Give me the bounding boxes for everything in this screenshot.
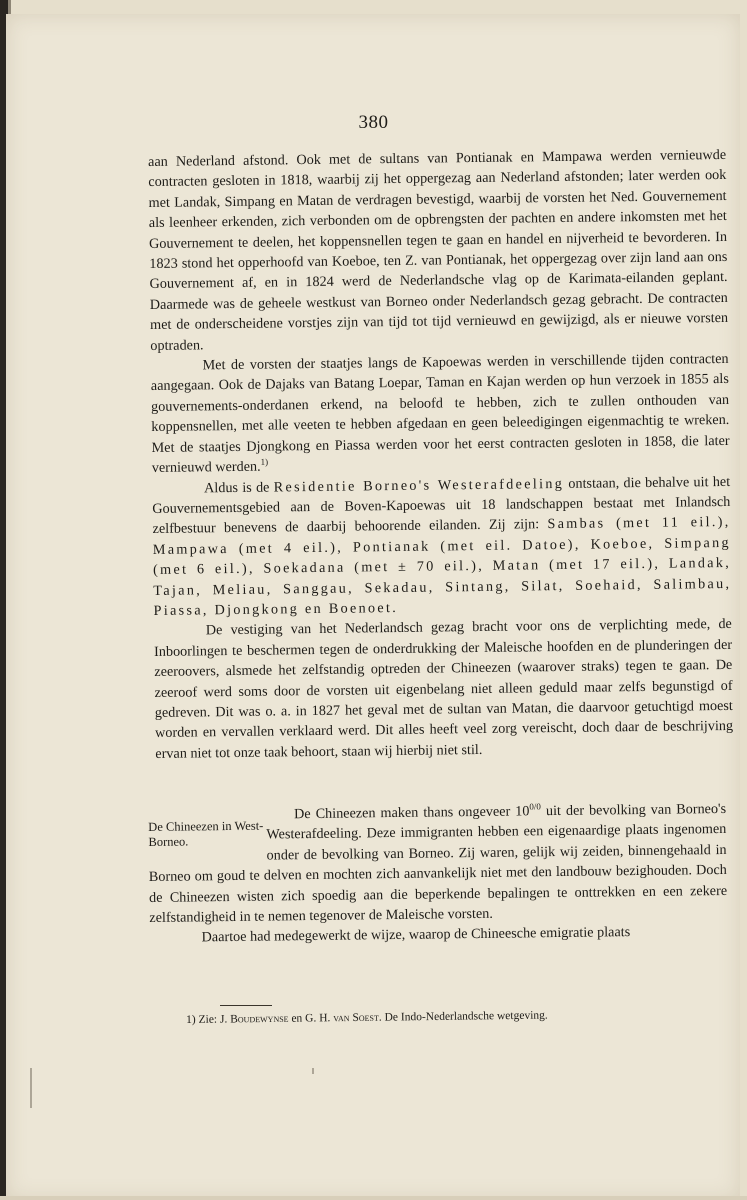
footnote-reference: 1): [260, 456, 269, 468]
footnote-number: 1): [186, 1013, 196, 1026]
footnote-rule: [220, 1005, 272, 1006]
footnote-prefix: Zie:: [198, 1013, 218, 1026]
footnote-author-1: J. Boudewynse: [219, 1012, 289, 1026]
section-paragraph-2: Daartoe had medegewerkt de wijze, waarop de Chineesche emigratie plaats: [201, 924, 631, 946]
margin-mark: [30, 1068, 32, 1108]
residentie-name: Residentie Borneo's Westerafdeeling: [273, 475, 565, 495]
scan-bottom-edge: [0, 1196, 747, 1200]
footnote-conjunction: en: [291, 1012, 303, 1025]
paragraph-3-lead: Aldus is de: [204, 479, 270, 496]
footnote-author-2: G. H. van Soest.: [305, 1011, 382, 1025]
paragraph-2: [150, 349, 729, 478]
section-side-label: De Chineezen in West-Borneo.: [148, 818, 264, 849]
main-text: [148, 145, 733, 764]
section-paragraph-1-b: uit der bevolking van Borneo's Westerafdeeling. Deze immigranten hebben een eigenaardige plaats ingenomen onder de bevolking van Borneo. Zij waren, gelijk wij zeiden, binnengehaald in Borneo om goud te delven en mochten zich aanvankelijk niet met den landbouw bezighouden. Doch de Chineezen wisten zich spoedig aan die beperkende bepalingen te onttrekken en een zekere zelfstandigheid in te nemen tegenover de Maleische vorsten.: [148, 800, 728, 927]
percent-sign: 0/0: [529, 801, 541, 812]
page-number: 380: [358, 112, 389, 133]
paragraph-1: aan Nederland afstond. Ook met de sultans van Pontianak en Mampawa werden vernieuwde contracten gesloten in 1818, waarbij zij het oppergezag aan Nederland afstonden; later werden ook met Landak, Simpang en Matan de verdragen bevestigd, waarbij de vorsten het Ned. Gouvernement als leenheer erkenden, zich verbonden om de opbrengsten der pachten en andere inkomsten met het Gouvernement te deelen, het koppensnellen tegen te gaan en handel en nijverheid te bevorderen. In 1823 stond het opperhoofd van Koeboe, ten Z. van Pontianak, het oppergezag over zijn land aan ons Gouvernement af, en in 1824 werd de Nederlandsche vlag op de Karimata-eilanden geplant. Daarmede was de geheele westkust van Borneo onder Nederlandsch gezag gebracht. De contracten met de onderscheidene vorstjes zijn van tijd tot tijd vernieuwd en gewijzigd, als er nieuwe vorsten optraden.: [148, 146, 729, 354]
speck-mark: [312, 1068, 314, 1074]
section-paragraph-1-a: De Chineezen maken thans ongeveer 10: [294, 803, 530, 823]
paragraph-3-middle: ontstaan, die behalve uit het Gouvernementsgebied aan de Boven-Kapoewas uit 18 landschappen bestaat met Inlandsch zelfbestuur benevens de daarbij behoorende eilanden. Zij zijn:: [152, 473, 731, 538]
paragraph-3: [152, 471, 732, 621]
chinese-section: [148, 799, 728, 949]
states-list: Sambas (met 11 eil.), Mampawa (met 4 eil.), Pontianak (met eil. Datoe), Koeboe, Simpang (met 6 eil.), Soekadana (met ± 70 eil.), Matan (met 17 eil.), Landak, Tajan, Meliau, Sanggau, Sekadau, Sintang, Silat, Soehaid, Salimbau, Piassa, Djongkong en Boenoet.: [152, 514, 732, 619]
paragraph-4: De vestiging van het Nederlandsch gezag bracht voor ons de verplichting mede, de Inboorlingen te beschermen tegen de onderdrukking der Maleische hoofden en de plunderingen der zeeroovers, alsmede het zelfstandig optreden der Chineezen (waarover straks) tegen te gaan. De zeeroof werd soms door de vorsten uit eigenbelang niet alleen geduld maar zelfs begunstigd of gedreven. Dit was o. a. in 1827 het geval met de sultan van Matan, die daarvoor getuchtigd moest worden en vervallen verklaard werd. Dit alles heeft veel zorg vereischt, doch daar de beschrijving ervan niet tot onze taak behoort, staan wij hierbij niet stil.: [154, 616, 734, 762]
footnote-title: De Indo-Nederlandsche wetgeving.: [384, 1009, 548, 1024]
paragraph-2-text: Met de vorsten der staatjes langs de Kapoewas werden in verschillende tijden contracten aangegaan. Ook de Dajaks van Batang Loepar, Taman en Kajan werden op hun verzoek in 1855 als gouvernements-onderdanen erkend, na beloofd te hebben, zich te zullen onthouden van koppensnellen, met alle veeten te hebben afgedaan en geen beleedigingen eigenmachtig te wreken. Met de staatjes Djongkong en Piassa werden voor het eerst contracten gesloten in 1858, die later vernieuwd werden.: [150, 350, 730, 477]
